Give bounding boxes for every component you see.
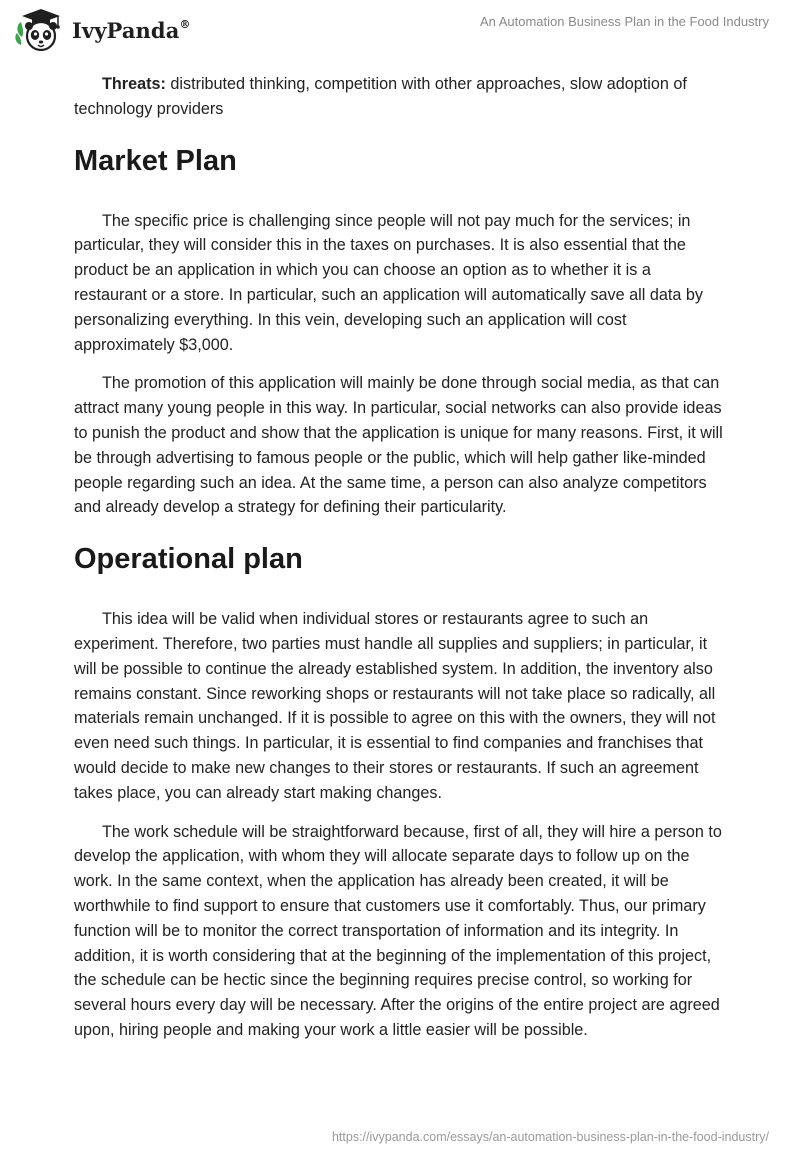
document-title: An Automation Business Plan in the Food Industry	[479, 14, 769, 29]
threats-text: distributed thinking, competition with other approaches, slow adoption of technology providers	[74, 75, 687, 118]
page-header	[0, 0, 800, 60]
threats-paragraph	[74, 72, 726, 122]
operational-plan-heading: Operational plan	[74, 543, 303, 576]
threats-label: Threats:	[102, 75, 166, 93]
ivypanda-logo[interactable]	[14, 7, 191, 53]
operational-plan-paragraph-1: This idea will be valid when individual stores or restaurants agree to such an experiment. Therefore, two parties must handle all supplies and suppliers; in particular, it will be possible to continue the already established system. In addition, the inventory also remains constant. Since reworking shops or restaurants will not take place so radically, all materials remain unchanged. If it is possible to agree on this with the owners, they will not even need such things. In particular, it is essential to find companies and franchises that would decide to make new changes to their stores or restaurants. If such an agreement takes place, you can already start making changes.	[74, 610, 716, 802]
operational-plan-paragraph-2: The work schedule will be straightforward because, first of all, they will hire a person to develop the application, with whom they will allocate separate days to follow up on the work. In the same context, when the application has already been created, it will be worthwhile to find support to ensure that customers use it comfortably. Thus, our primary function will be to monitor the correct transportation of information and its integrity. In addition, it is worth considering that at the beginning of the implementation of this project, the schedule can be hectic since the beginning requires precise control, so working for several hours every day will be necessary. After the origins of the entire project are agreed upon, hiring people and making your work a little easier will be possible.	[74, 822, 722, 1039]
market-plan-heading: Market Plan	[74, 144, 237, 177]
document-body	[74, 72, 726, 1057]
panda-mascot-icon	[14, 7, 68, 53]
brand-name: IvyPanda®	[72, 17, 191, 43]
market-plan-paragraph-1: The specific price is challenging since people will not pay much for the services; in particular, they will consider this in the taxes on purchases. It is also essential that the product be an application in which you can choose an option as to whether it is a restaurant or a store. In particular, such an application will automatically save all data by personalizing everything. In this vein, developing such an application will cost approximately $3,000.	[74, 211, 703, 354]
source-url[interactable]: https://ivypanda.com/essays/an-automation-business-plan-in-the-food-industry/	[331, 1130, 769, 1144]
market-plan-paragraph-2: The promotion of this application will mainly be done through social media, as that can attract many young people in this way. In particular, social networks can also provide ideas to punish the product and show that the application is unique for many reasons. First, it will be through advertising to famous people or the public, which will help gather like-minded people regarding such an idea. At the same time, a person can also analyze competitors and already develop a strategy for defining their particularity.	[74, 374, 723, 517]
